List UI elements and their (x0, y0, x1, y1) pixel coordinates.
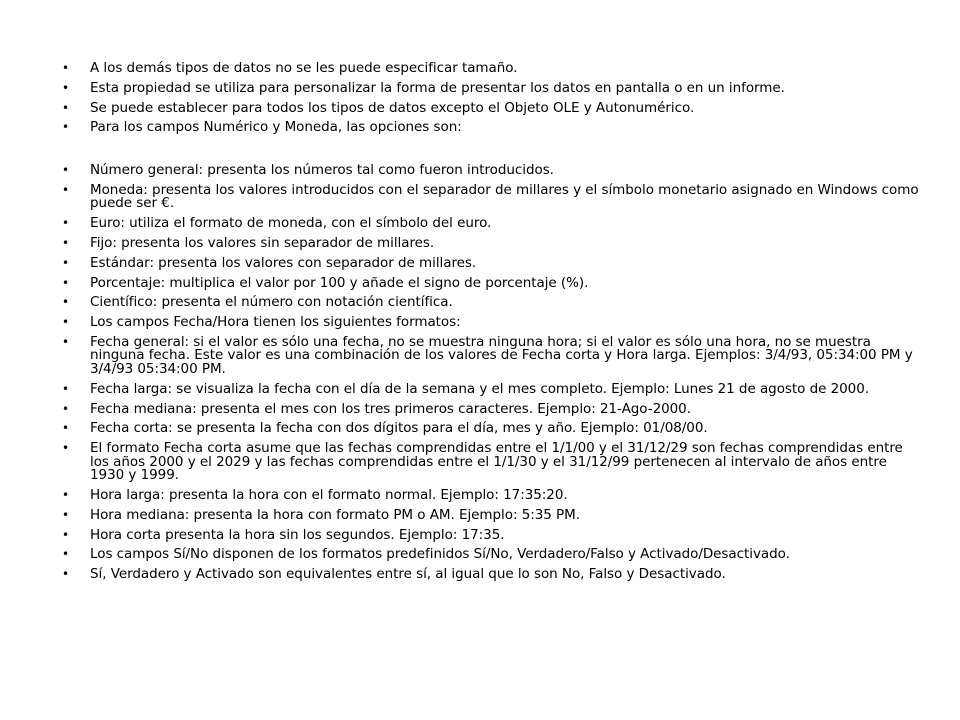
bullet-item (62, 274, 922, 291)
bullet-icon: • (62, 163, 70, 177)
bullet-item (62, 333, 922, 378)
bullet-item (62, 316, 922, 330)
bullet-icon: • (62, 488, 70, 503)
bullet-text: Sí, Verdadero y Activado son equivalentes entre sí, al igual que lo son No, Falso y Desactivado. (90, 566, 726, 583)
bullet-item (62, 548, 922, 562)
bullet-icon: • (62, 80, 70, 95)
bullet-icon: • (62, 401, 70, 416)
bullet-icon: • (62, 421, 70, 436)
bullet-text: Hora mediana: presenta la hora con formato PM o AM. Ejemplo: 5:35 PM. (90, 506, 580, 523)
bullet-text: A los demás tipos de datos no se les puede especificar tamaño. (90, 60, 518, 76)
bullet-item (62, 79, 922, 96)
bullet-icon: • (62, 275, 70, 290)
bullet-icon: • (62, 182, 70, 197)
bullet-text: Hora corta presenta la hora sin los segundos. Ejemplo: 17:35. (90, 526, 505, 543)
bullet-text: Hora larga: presenta la hora con el formato normal. Ejemplo: 17:35:20. (90, 487, 568, 504)
bullet-icon: • (62, 547, 70, 562)
bullet-item (62, 234, 922, 251)
bullet-icon: • (62, 381, 70, 396)
bullet-item (62, 296, 922, 310)
bullet-text: Euro: utiliza el formato de moneda, con el símbolo del euro. (90, 215, 492, 232)
bullet-item (62, 568, 922, 582)
bullet-icon: • (62, 120, 70, 135)
bullet-list-intro (62, 62, 922, 141)
bullet-icon: • (62, 61, 70, 75)
bullet-item (62, 489, 922, 503)
bullet-icon: • (62, 334, 70, 349)
bullet-item (62, 181, 922, 212)
bullet-text: Fecha larga: se visualiza la fecha con el día de la semana y el mes completo. Ejemplo: Lunes 21 de agosto de 2000. (90, 380, 869, 397)
bullet-icon: • (62, 567, 70, 582)
bullet-icon: • (62, 315, 70, 330)
bullet-text: Los campos Sí/No disponen de los formatos predefinidos Sí/No, Verdadero/Falso y Activado/Desactivado. (90, 546, 790, 563)
bullet-text: Los campos Fecha/Hora tienen los siguientes formatos: (90, 314, 461, 331)
bullet-text: El formato Fecha corta asume que las fechas comprendidas entre el 1/1/00 y el 31/12/29 son fechas comprendidas entre los años 2000 y el 2029 y las fechas comprendidas entre el 1/1/30 y el 31/12/99 pertenecen al intervalo de años entre 1930 y 1999. (90, 440, 903, 484)
bullet-icon: • (62, 441, 70, 456)
bullet-item (62, 442, 922, 483)
bullet-icon: • (62, 507, 70, 522)
bullet-item (62, 380, 922, 397)
bullet-text: Número general: presenta los números tal como fueron introducidos. (90, 162, 554, 178)
bullet-item (62, 164, 922, 178)
bullet-text: Fecha corta: se presenta la fecha con dos dígitos para el día, mes y año. Ejemplo: 01/08/00. (90, 420, 708, 437)
bullet-icon: • (62, 235, 70, 250)
bullet-item (62, 506, 922, 523)
bullet-text: Fecha mediana: presenta el mes con los tres primeros caracteres. Ejemplo: 21-Ago-2000. (90, 400, 691, 417)
bullet-icon: • (62, 100, 70, 115)
bullet-item (62, 99, 922, 116)
bullet-text: Moneda: presenta los valores introducidos con el separador de millares y el símbolo monetario asignado en Windows como puede ser €. (90, 181, 919, 212)
bullet-icon: • (62, 527, 70, 542)
bullet-text: Estándar: presenta los valores con separador de millares. (90, 254, 477, 271)
bullet-list-formats (62, 164, 922, 588)
bullet-item (62, 217, 922, 231)
bullet-icon: • (62, 255, 70, 270)
bullet-item (62, 121, 922, 135)
bullet-text: Esta propiedad se utiliza para personalizar la forma de presentar los datos en pantalla o en un informe. (90, 79, 785, 96)
bullet-text: Científico: presenta el número con notación científica. (90, 294, 453, 311)
bullet-text: Fijo: presenta los valores sin separador de millares. (90, 234, 435, 251)
bullet-item (62, 254, 922, 271)
bullet-text: Porcentaje: multiplica el valor por 100 y añade el signo de porcentaje (%). (90, 274, 589, 291)
bullet-item (62, 422, 922, 436)
bullet-item (62, 526, 922, 543)
bullet-text: Fecha general: si el valor es sólo una fecha, no se muestra ninguna hora; si el valor es sólo una hora, no se muestra ninguna fecha. Este valor es una combinación de los valores de Fecha corta y Hora larga. Ejemplos: 3/4/93, 05:34:00 PM y 3/4/93 05:34:00 PM. (90, 333, 913, 378)
bullet-icon: • (62, 216, 70, 231)
bullet-item (62, 400, 922, 417)
bullet-text: Se puede establecer para todos los tipos de datos excepto el Objeto OLE y Autonumérico. (90, 99, 695, 116)
bullet-icon: • (62, 295, 70, 310)
bullet-text: Para los campos Numérico y Moneda, las opciones son: (90, 119, 462, 136)
bullet-item (62, 62, 922, 76)
